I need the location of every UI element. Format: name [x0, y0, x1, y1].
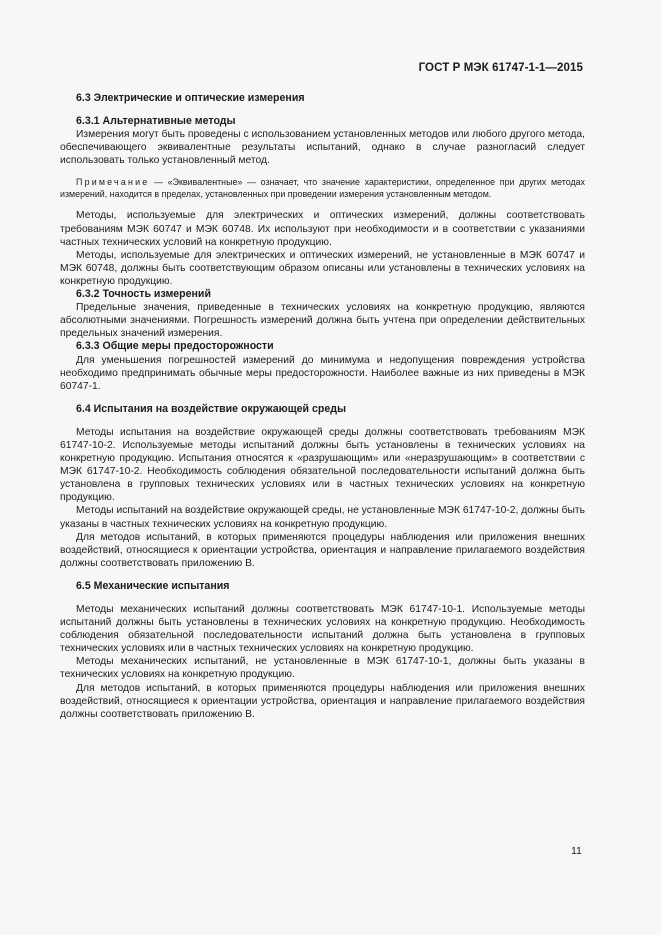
- section-6-3-2-title: 6.3.2 Точность измерений: [76, 288, 211, 301]
- section-6-4-title: 6.4 Испытания на воздействие окружающей среды: [76, 402, 347, 415]
- note: [60, 176, 585, 200]
- document-body: [60, 92, 585, 721]
- paragraph: Для методов испытаний, в которых применяются процедуры наблюдения или приложения внешних воздействий, относящиеся к ориентации устройства, ориентация и направление прилагаемого воздействия должны соответствовать приложению В.: [60, 682, 585, 720]
- paragraph: Методы испытания на воздействие окружающей среды должны соответствовать требованиям МЭК 61747-10-2. Используемые методы испытаний должны быть установлены в технических условиях на конкретную продукцию. Испытания относятся к «разрушающим» или «неразрушающим» в соответствии с МЭК 61747-10-2. Необходимость соблюдения обязательной последовательности испытаний должна быть установлена в групповых технических условиях или в частных технических условиях на конкретную продукцию.: [60, 426, 585, 504]
- paragraph: Методы, используемые для электрических и оптических измерений, должны соответствовать требованиям МЭК 60747 и МЭК 60748. Их используют при необходимости и в соответствии с указаниями частных технических условий на конкретную продукцию.: [60, 210, 585, 248]
- paragraph: Методы, используемые для электрических и оптических измерений, не установленные в МЭК 60747 и МЭК 60748, должны быть соответствующим образом описаны или установлены в технических условиях на конкретную продукцию.: [60, 249, 585, 287]
- note-label: Примечание: [76, 177, 150, 188]
- paragraph: Предельные значения, приведенные в технических условиях на конкретную продукцию, являются абсолютными значениями. Погрешность измерений должна быть учтена при определении действительных предельных значений измерения.: [60, 302, 585, 340]
- paragraph: Измерения могут быть проведены с использованием установленных методов или любого другого метода, обеспечивающего эквивалентные результаты испытаний, однако в случае разногласий следует использовать только установленный метод.: [60, 129, 585, 167]
- paragraph: Для уменьшения погрешностей измерений до минимума и недопущения повреждения устройства необходимо предпринимать обычные меры предосторожности. Наиболее важные из них приведены в МЭК 60747-1.: [60, 354, 585, 392]
- note-text: — «Эквивалентные» — означает, что значение характеристики, определенное при других методах измерений, находится в пределах, установленных при проведении измерения установленным методом.: [60, 177, 585, 200]
- paragraph: Методы испытаний на воздействие окружающей среды, не установленные МЭК 61747-10-2, должны быть указаны в частных технических условиях на конкретную продукцию.: [60, 505, 585, 530]
- page-number: 11: [571, 845, 582, 857]
- paragraph: Для методов испытаний, в которых применяются процедуры наблюдения или приложения внешних воздействий, относящиеся к ориентации устройства, ориентация и направление прилагаемого воздействия должны соответствовать приложению В.: [60, 531, 585, 569]
- section-6-3-title: 6.3 Электрические и оптические измерения: [76, 92, 305, 104]
- section-6-3-1-title: 6.3.1 Альтернативные методы: [76, 115, 236, 128]
- section-6-5-title: 6.5 Механические испытания: [76, 579, 230, 592]
- paragraph: Методы механических испытаний, не установленные в МЭК 61747-10-1, должны быть указаны в технических условиях на конкретную продукцию.: [60, 656, 585, 681]
- section-6-3-3-title: 6.3.3 Общие меры предосторожности: [76, 340, 274, 353]
- paragraph: Методы механических испытаний должны соответствовать МЭК 61747-10-1. Используемые методы испытаний должны быть установлены в технических условиях на конкретную продукцию. Необходимость соблюдения обязательной последовательности испытаний должна быть установлена в групповых технических условиях или в частных технических условиях на конкретную продукцию.: [60, 604, 585, 655]
- standard-id-header: ГОСТ Р МЭК 61747-1-1—2015: [418, 62, 583, 74]
